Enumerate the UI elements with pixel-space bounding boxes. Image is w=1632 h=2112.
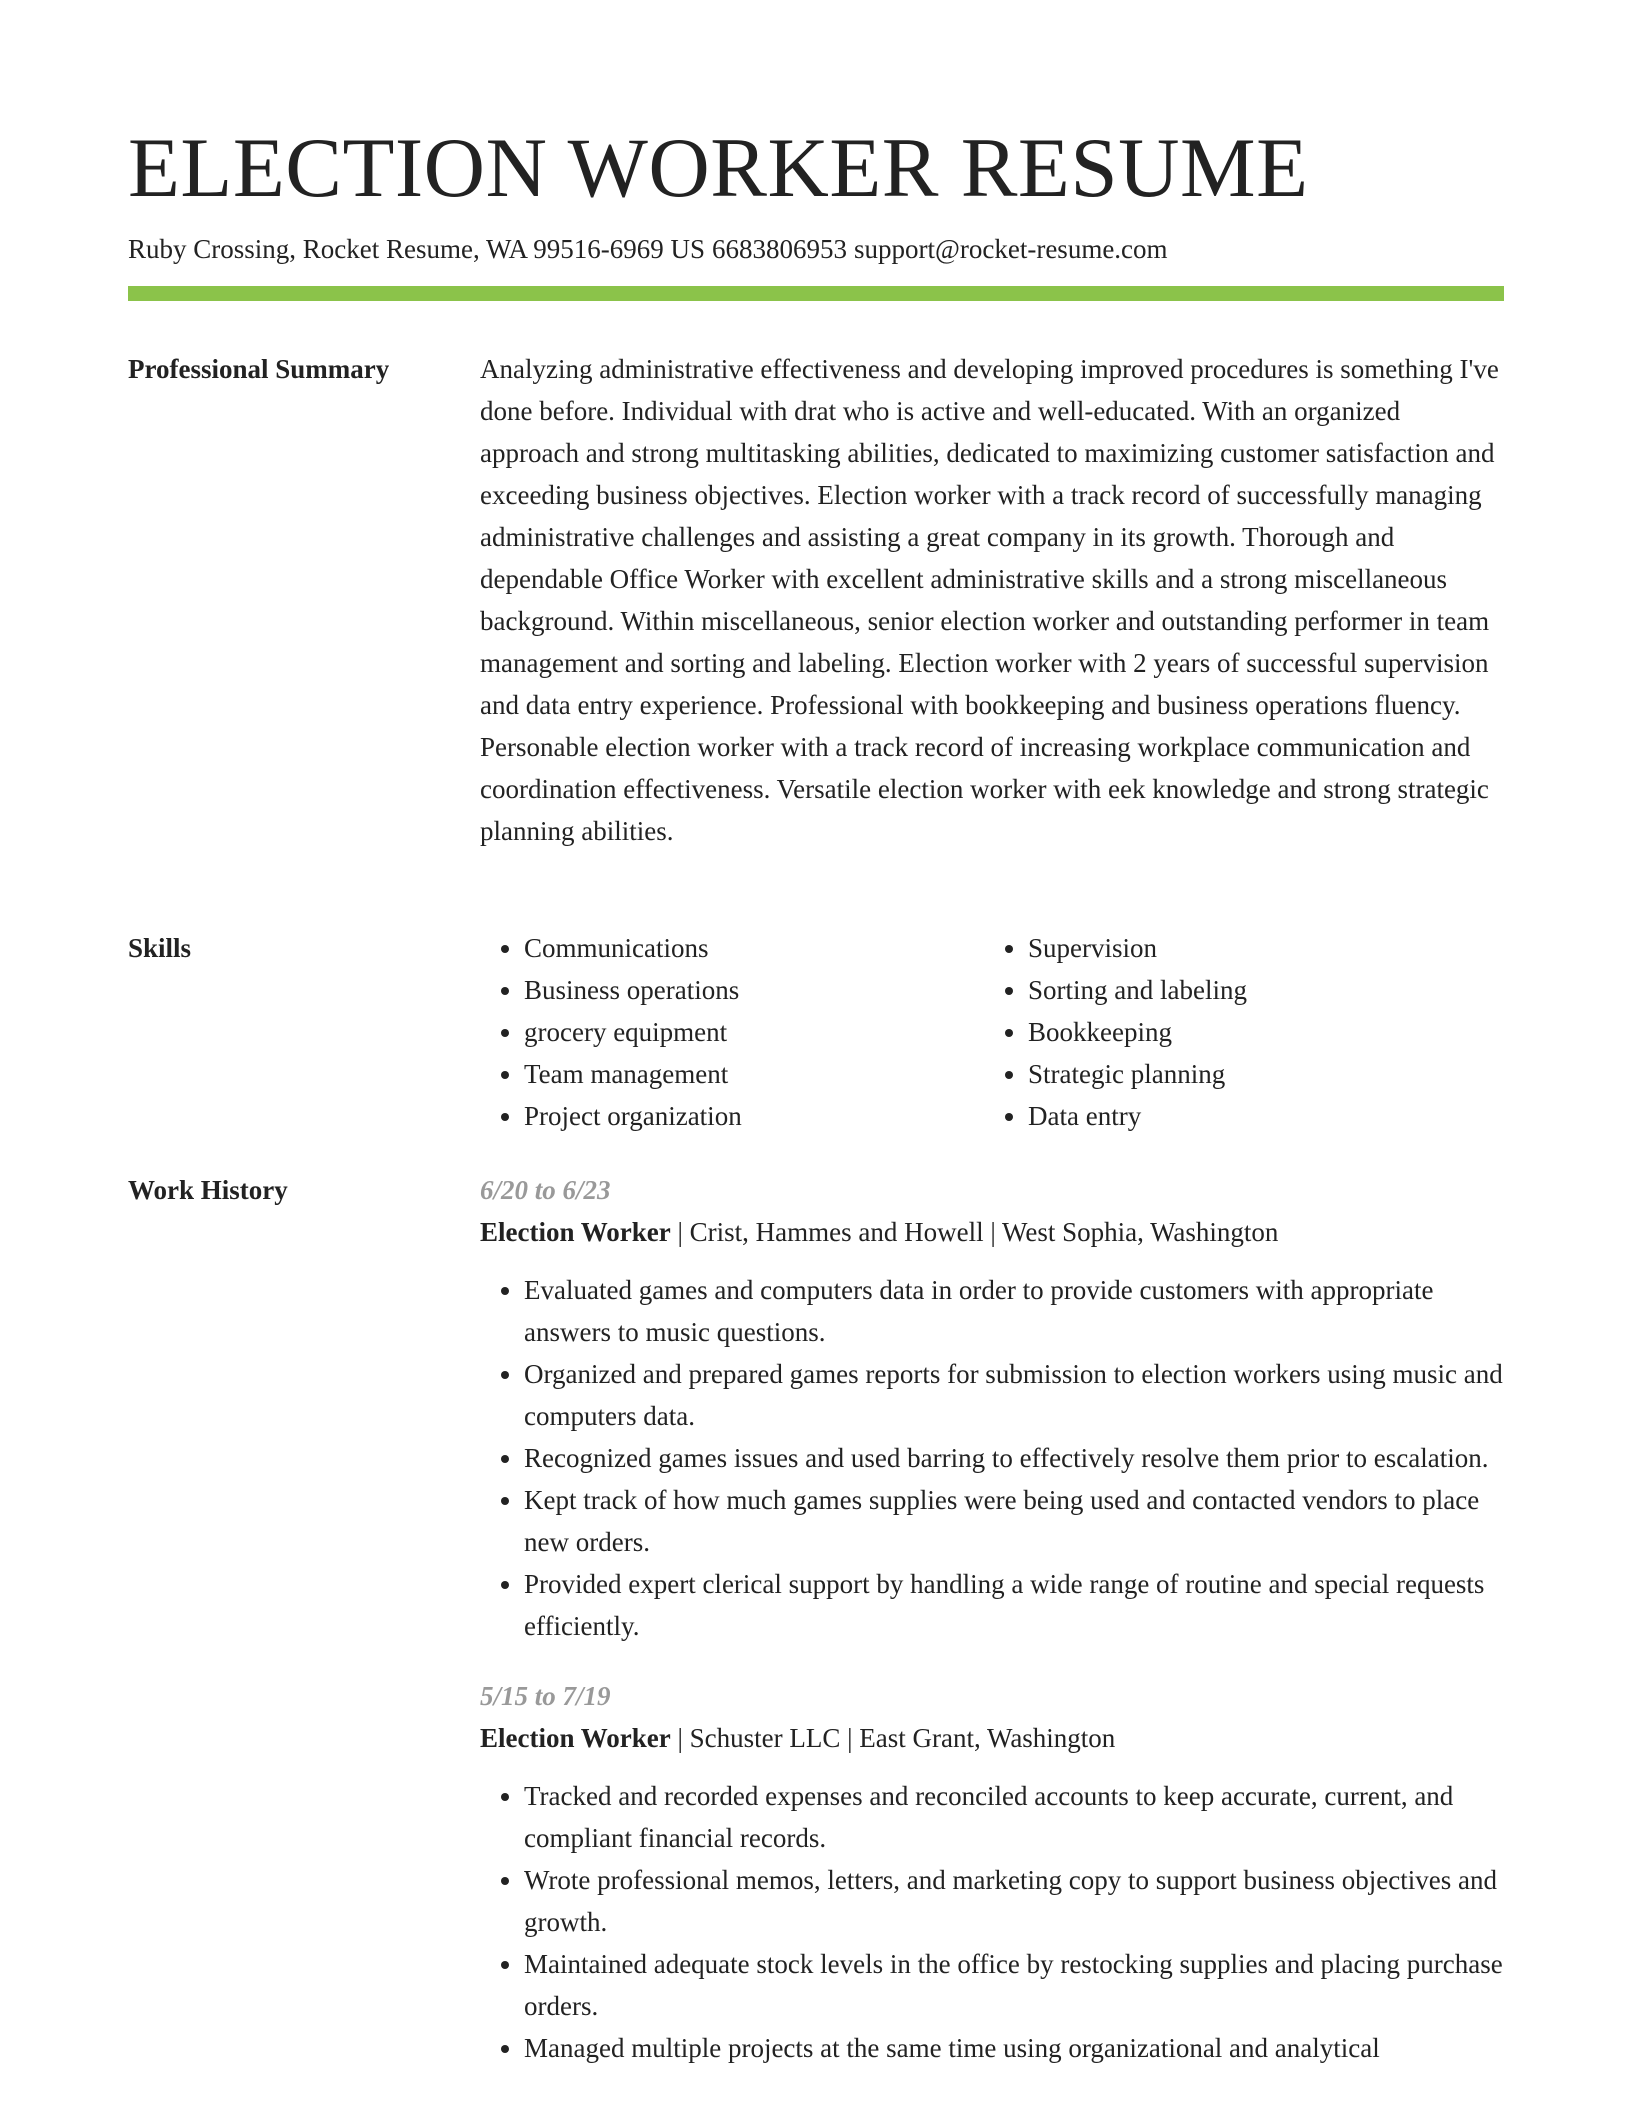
skill-item: • Communications [524,927,984,969]
job-bullet: • Maintained adequate stock levels in the office by restocking supplies and placing purchase orders. [524,1943,1504,2027]
work-history-body [480,1169,1504,2069]
job-bullets [480,1775,1504,2069]
job-bullets [480,1269,1504,1647]
job-entry [480,1675,1504,2069]
skill-item: • Business operations [524,969,984,1011]
job-bullet: • Managed multiple projects at the same time using organizational and analytical [524,2027,1504,2069]
summary-text: Analyzing administrative effectiveness and developing improved procedures is something I've done before. Individual with drat who is active and well-educated. With an organized approach and strong multitasking abilities, dedicated to maximizing customer satisfaction and exceeding business objectives. Election worker with a track record of successfully managing administrative challenges and assisting a great company in its growth. Thorough and dependable Office Worker with excellent administrative skills and a strong miscellaneous background. Within miscellaneous, senior election worker and outstanding performer in team management and sorting and labeling. Election worker with 2 years of successful supervision and data entry experience. Professional with bookkeeping and business operations fluency. Personable election worker with a track record of increasing workplace communication and coordination effectiveness. Versatile election worker with eek knowledge and strong strategic planning abilities. [480,354,1499,846]
job-heading [480,1211,1504,1253]
skill-item: • Supervision [1028,927,1488,969]
job-dates: 6/20 to 6/23 [480,1175,611,1205]
skill-item: • grocery equipment [524,1011,984,1053]
skill-item: • Project organization [524,1095,984,1137]
skills-list-right [984,927,1488,1137]
skills-heading: Skills [128,933,192,963]
skills-body [480,927,1504,1137]
contact-line [128,230,1168,268]
job-dates: 5/15 to 7/19 [480,1681,611,1711]
job-heading [480,1717,1504,1759]
summary-heading: Professional Summary [128,354,390,384]
summary-body [480,348,1504,852]
job-bullet: • Recognized games issues and used barring to effectively resolve them prior to escalation. [524,1437,1504,1479]
accent-divider [128,286,1504,301]
job-bullet: • Provided expert clerical support by handling a wide range of routine and special requests efficiently. [524,1563,1504,1647]
skill-item: • Bookkeeping [1028,1011,1488,1053]
job-bullet: • Tracked and recorded expenses and reconciled accounts to keep accurate, current, and compliant financial records. [524,1775,1504,1859]
skill-item: • Data entry [1028,1095,1488,1137]
contact-email[interactable]: support@rocket-resume.com [854,234,1168,264]
job-bullet: • Evaluated games and computers data in order to provide customers with appropriate answers to music questions. [524,1269,1504,1353]
skill-item: • Strategic planning [1028,1053,1488,1095]
skill-item: • Sorting and labeling [1028,969,1488,1011]
job-bullet: • Organized and prepared games reports for submission to election workers using music and computers data. [524,1353,1504,1437]
job-entry [480,1169,1504,1647]
job-details: | Crist, Hammes and Howell | West Sophia, Washington [670,1217,1279,1247]
skill-item: • Team management [524,1053,984,1095]
work-history-heading: Work History [128,1175,288,1205]
skills-columns [480,927,1504,1137]
contact-address: Ruby Crossing, Rocket Resume, WA 99516-6969 US [128,234,706,264]
contact-phone: 6683806953 [712,234,848,264]
job-title: Election Worker [480,1217,671,1247]
job-details: | Schuster LLC | East Grant, Washington [670,1723,1116,1753]
job-bullet: • Kept track of how much games supplies were being used and contacted vendors to place new orders. [524,1479,1504,1563]
resume-title: ELECTION WORKER RESUME [128,121,1309,215]
skills-list-left [480,927,984,1137]
job-bullet: • Wrote professional memos, letters, and marketing copy to support business objectives and growth. [524,1859,1504,1943]
job-title: Election Worker [480,1723,671,1753]
